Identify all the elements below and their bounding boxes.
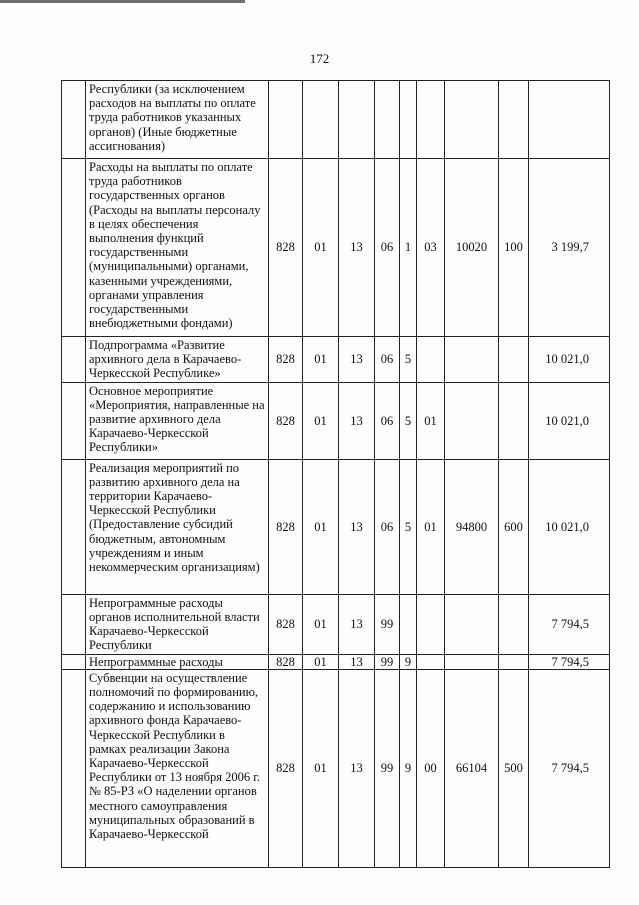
expense-name-cell: Субвенции на осуществление полномочий по формированию, содержанию и использованию архивного фонда Карачаево-Черкесской Республики в рамках реализации Закона Карачаево-Черкесской Республики от 13 ноября 2006 г. № 85-РЗ «О наделении органов местного самоуправления муниципальных образований в Карачаево-Черкесской — [86, 669, 269, 867]
ministry-code-cell: 828 — [269, 669, 303, 867]
expense-type-cell — [499, 81, 529, 159]
expense-name-cell: Основное мероприятие «Мероприятия, направленные на развитие архивного дела Карачаево-Черкесской Республики» — [86, 382, 269, 459]
amount-cell: 10 021,0 — [529, 459, 610, 594]
direction-code-cell — [445, 81, 499, 159]
table-row — [62, 669, 610, 867]
program-code-cell: 06 — [375, 337, 400, 383]
subsection-code-cell: 13 — [339, 382, 375, 459]
ministry-code-cell: 828 — [269, 382, 303, 459]
subprogram-code-cell: 5 — [400, 382, 417, 459]
program-code-cell: 99 — [375, 594, 400, 654]
expense-type-cell — [499, 382, 529, 459]
row-number-cell — [62, 594, 86, 654]
activity-code-cell: 03 — [417, 159, 445, 337]
section-code-cell: 01 — [303, 669, 339, 867]
program-code-cell: 06 — [375, 459, 400, 594]
row-number-cell — [62, 459, 86, 594]
amount-cell: 7 794,5 — [529, 669, 610, 867]
amount-cell: 10 021,0 — [529, 382, 610, 459]
amount-cell: 10 021,0 — [529, 337, 610, 383]
program-code-cell: 06 — [375, 382, 400, 459]
amount-cell: 3 199,7 — [529, 159, 610, 337]
expense-type-cell — [499, 654, 529, 669]
row-number-cell — [62, 81, 86, 159]
expense-name-cell: Расходы на выплаты по оплате труда работников государственных органов (Расходы на выплаты персоналу в целях обеспечения выполнения функций государственными (муниципальными) органами, казенными учреждениями, органами управления государственными внебюджетными фондами) — [86, 159, 269, 337]
subprogram-code-cell: 9 — [400, 654, 417, 669]
table-row — [62, 382, 610, 459]
activity-code-cell: 00 — [417, 669, 445, 867]
expense-name-cell: Реализация мероприятий по развитию архивного дела на территории Карачаево-Черкесской Республики (Предоставление субсидий бюджетным, автономным учреждениям и иным некоммерческим организациям) — [86, 459, 269, 594]
table-row — [62, 459, 610, 594]
activity-code-cell — [417, 654, 445, 669]
table-row — [62, 159, 610, 337]
section-code-cell: 01 — [303, 159, 339, 337]
subsection-code-cell: 13 — [339, 459, 375, 594]
subsection-code-cell: 13 — [339, 669, 375, 867]
program-code-cell — [375, 81, 400, 159]
expense-type-cell: 500 — [499, 669, 529, 867]
row-number-cell — [62, 337, 86, 383]
expense-type-cell — [499, 594, 529, 654]
ministry-code-cell: 828 — [269, 337, 303, 383]
activity-code-cell: 01 — [417, 382, 445, 459]
direction-code-cell — [445, 382, 499, 459]
subprogram-code-cell: 9 — [400, 669, 417, 867]
subsection-code-cell: 13 — [339, 654, 375, 669]
subprogram-code-cell — [400, 81, 417, 159]
amount-cell — [529, 81, 610, 159]
ministry-code-cell: 828 — [269, 159, 303, 337]
section-code-cell — [303, 81, 339, 159]
budget-table — [61, 80, 610, 868]
scan-top-edge — [0, 0, 245, 3]
section-code-cell: 01 — [303, 654, 339, 669]
activity-code-cell: 01 — [417, 459, 445, 594]
program-code-cell: 99 — [375, 654, 400, 669]
program-code-cell: 99 — [375, 669, 400, 867]
expense-type-cell — [499, 337, 529, 383]
amount-cell: 7 794,5 — [529, 654, 610, 669]
subsection-code-cell: 13 — [339, 594, 375, 654]
direction-code-cell: 10020 — [445, 159, 499, 337]
expense-type-cell: 100 — [499, 159, 529, 337]
table-row — [62, 654, 610, 669]
table-row — [62, 594, 610, 654]
subprogram-code-cell: 1 — [400, 159, 417, 337]
ministry-code-cell — [269, 81, 303, 159]
page-number: 172 — [309, 51, 330, 66]
ministry-code-cell: 828 — [269, 654, 303, 669]
subsection-code-cell: 13 — [339, 337, 375, 383]
direction-code-cell: 94800 — [445, 459, 499, 594]
section-code-cell: 01 — [303, 594, 339, 654]
amount-cell: 7 794,5 — [529, 594, 610, 654]
row-number-cell — [62, 654, 86, 669]
section-code-cell: 01 — [303, 337, 339, 383]
expense-name-cell: Непрограммные расходы — [86, 654, 269, 669]
subprogram-code-cell: 5 — [400, 337, 417, 383]
direction-code-cell — [445, 337, 499, 383]
expense-name-cell: Подпрограмма «Развитие архивного дела в Карачаево-Черкесской Республике» — [86, 337, 269, 383]
direction-code-cell: 66104 — [445, 669, 499, 867]
direction-code-cell — [445, 654, 499, 669]
program-code-cell: 06 — [375, 159, 400, 337]
activity-code-cell — [417, 337, 445, 383]
subsection-code-cell — [339, 81, 375, 159]
ministry-code-cell: 828 — [269, 459, 303, 594]
table-row — [62, 81, 610, 159]
expense-type-cell: 600 — [499, 459, 529, 594]
subprogram-code-cell — [400, 594, 417, 654]
direction-code-cell — [445, 594, 499, 654]
activity-code-cell — [417, 81, 445, 159]
expense-name-cell: Непрограммные расходы органов исполнительной власти Карачаево-Черкесской Республики — [86, 594, 269, 654]
row-number-cell — [62, 669, 86, 867]
section-code-cell: 01 — [303, 459, 339, 594]
subprogram-code-cell: 5 — [400, 459, 417, 594]
row-number-cell — [62, 159, 86, 337]
activity-code-cell — [417, 594, 445, 654]
row-number-cell — [62, 382, 86, 459]
section-code-cell: 01 — [303, 382, 339, 459]
subsection-code-cell: 13 — [339, 159, 375, 337]
ministry-code-cell: 828 — [269, 594, 303, 654]
expense-name-cell: Республики (за исключением расходов на выплаты по оплате труда работников указанных органов) (Иные бюджетные ассигнования) — [86, 81, 269, 159]
table-row — [62, 337, 610, 383]
